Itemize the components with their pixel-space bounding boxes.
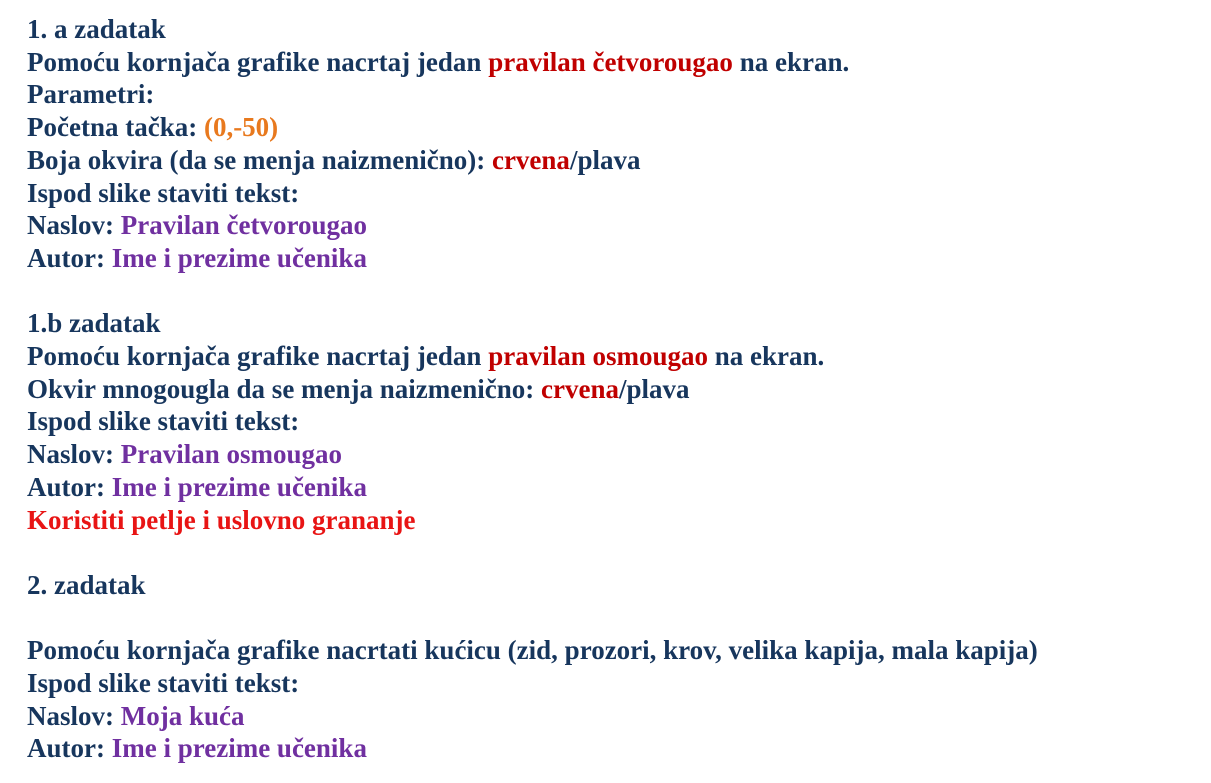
title-value: Pravilan četvorougao: [120, 210, 367, 241]
requirement-note: [27, 504, 1191, 537]
text-segment: Parametri:: [27, 79, 155, 110]
text-segment: 2. zadatak: [27, 569, 146, 600]
text-segment: Ispod slike staviti tekst:: [27, 406, 300, 437]
border-color-line: [27, 144, 1191, 177]
text-segment: na ekran.: [707, 341, 825, 372]
color-value-red: crvena: [491, 144, 570, 175]
task-document: [27, 13, 1191, 765]
task-2-instruction: [27, 634, 1191, 667]
color-value-blue: /plava: [618, 373, 690, 404]
caption-instruction: [27, 177, 1191, 210]
text-segment: Naslov:: [27, 700, 121, 731]
color-value-blue: /plava: [569, 144, 641, 175]
text-segment: Naslov:: [27, 210, 121, 241]
text-segment: Naslov:: [27, 439, 121, 470]
text-segment: Autor:: [27, 242, 112, 273]
text-segment: Pomoću kornjača grafike nacrtaj jedan: [27, 46, 489, 77]
text-segment: na ekran.: [732, 46, 850, 77]
text-segment: Boja okvira (da se menja naizmenično):: [27, 144, 492, 175]
task-1a-instruction: [27, 46, 1191, 79]
color-value-red: crvena: [541, 373, 619, 404]
caption-instruction: [27, 667, 1191, 700]
polygon-border-line: [27, 373, 1191, 406]
text-segment: Ispod slike staviti tekst:: [27, 668, 300, 699]
highlight-shape-name: pravilan osmougao: [488, 341, 708, 372]
blank-line: [27, 602, 1191, 635]
parameters-label: [27, 78, 1191, 111]
author-line: [27, 471, 1191, 504]
title-value: Moja kuća: [120, 700, 245, 731]
title-line: [27, 438, 1191, 471]
text-segment: Početna tačka:: [27, 112, 204, 143]
author-value: Ime i prezime učenika: [111, 471, 367, 502]
blank-line: [27, 536, 1191, 569]
text-segment: Pomoću kornjača grafike nacrtaj jedan: [27, 341, 489, 372]
text-segment: Okvir mnogougla da se menja naizmenično:: [27, 373, 542, 404]
text-segment: Ispod slike staviti tekst:: [27, 177, 300, 208]
task-1b-instruction: [27, 340, 1191, 373]
title-line: [27, 700, 1191, 733]
text-segment: 1.b zadatak: [27, 308, 161, 339]
highlight-shape-name: pravilan četvorougao: [488, 46, 733, 77]
caption-instruction: [27, 405, 1191, 438]
author-line: [27, 732, 1191, 765]
start-point-line: [27, 111, 1191, 144]
text-segment: Autor:: [27, 733, 112, 764]
author-line: [27, 242, 1191, 275]
task-1a-heading: [27, 13, 1191, 46]
text-segment: 1. a zadatak: [27, 14, 166, 44]
start-point-value: (0,-50): [203, 112, 279, 143]
requirement-text: Koristiti petlje i uslovno grananje: [27, 504, 416, 535]
blank-line: [27, 275, 1191, 308]
author-value: Ime i prezime učenika: [111, 242, 367, 273]
text-segment: Pomoću kornjača grafike nacrtati kućicu (zid, prozori, krov, velika kapija, mala kapija): [27, 635, 1038, 666]
task-2-heading: [27, 569, 1191, 602]
title-value: Pravilan osmougao: [120, 439, 343, 470]
title-line: [27, 209, 1191, 242]
task-1b-heading: [27, 307, 1191, 340]
author-value: Ime i prezime učenika: [111, 733, 367, 764]
text-segment: Autor:: [27, 471, 112, 502]
